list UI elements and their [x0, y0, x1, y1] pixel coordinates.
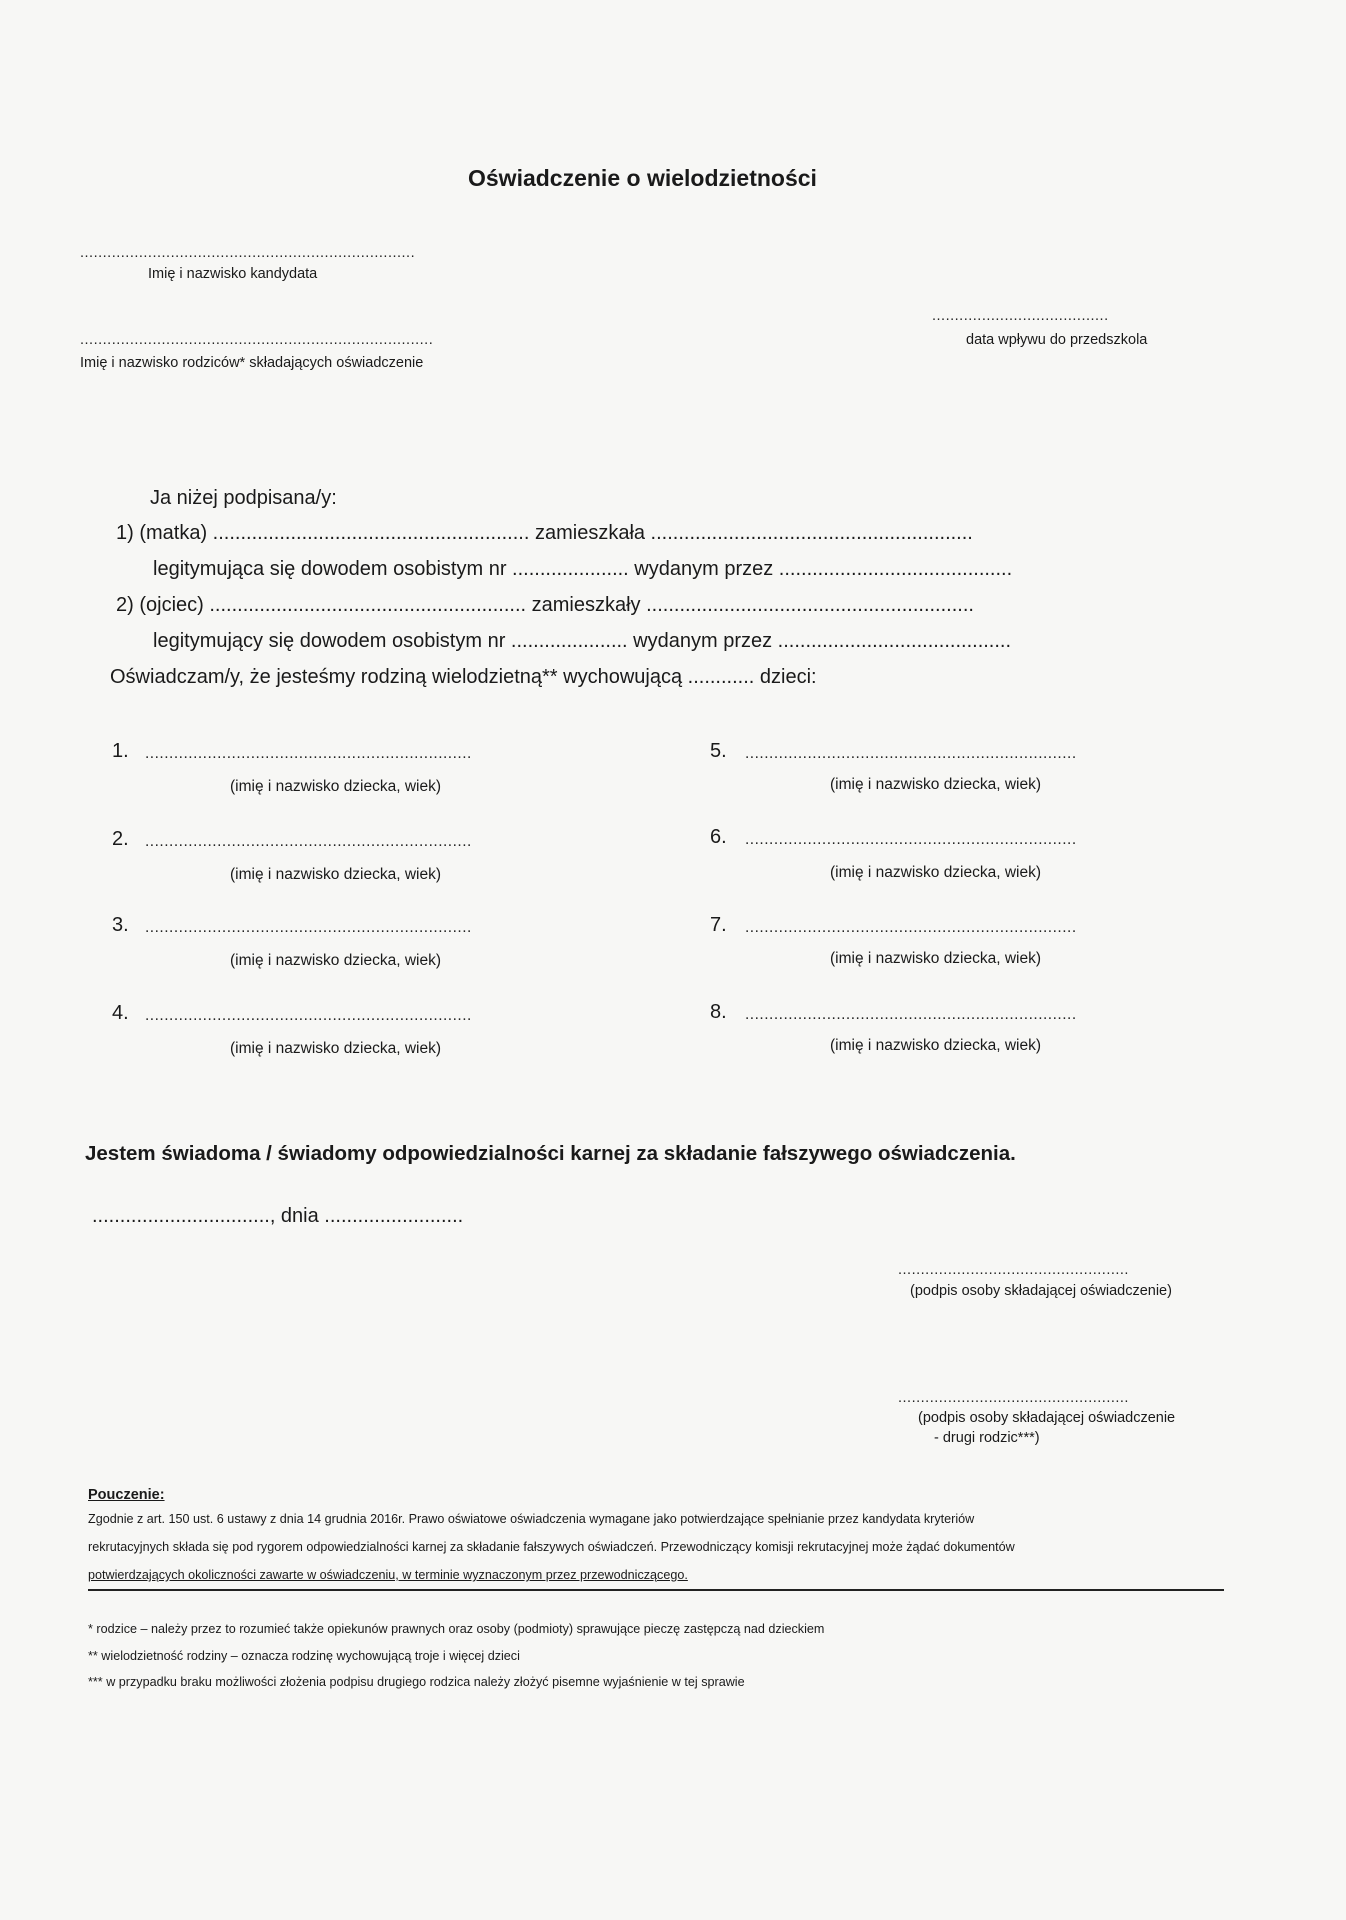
child-7-dots: ..................................................................... — [745, 919, 1077, 936]
child-number-6: 6. — [710, 826, 727, 848]
child-3-dots: .................................................................... — [145, 919, 472, 936]
date-received-dots: ....................................... — [932, 308, 1109, 324]
signature-1-label: (podpis osoby składającej oświadczenie) — [910, 1283, 1172, 1299]
declaration-father-id-line: legitymujący się dowodem osobistym nr ..................... wydanym przez .......................................... — [153, 630, 1012, 652]
child-8-dots: ..................................................................... — [745, 1006, 1077, 1023]
signature-2-label-line1: (podpis osoby składającej oświadczenie — [918, 1410, 1176, 1426]
signature-2-dots: ................................................... — [898, 1390, 1129, 1406]
child-number-5: 5. — [710, 740, 727, 762]
declaration-intro: Ja niżej podpisana/y: — [150, 487, 337, 509]
section-divider — [88, 1589, 1224, 1591]
child-5-caption: (imię i nazwisko dziecka, wiek) — [830, 776, 1042, 793]
child-number-2: 2. — [112, 828, 129, 850]
child-8-caption: (imię i nazwisko dziecka, wiek) — [830, 1037, 1042, 1054]
pouczenie-line-2: rekrutacyjnych składa się pod rygorem odpowiedzialności karnej za składanie fałszywych oświadczeń. Przewodniczący komisji rekrutacyjnej może żądać dokumentów — [88, 1540, 1015, 1554]
footnote-1: * rodzice – należy przez to rozumieć także opiekunów prawnych oraz osoby (podmioty) sprawujące pieczę zastępczą nad dzieckiem — [88, 1622, 825, 1636]
child-3-caption: (imię i nazwisko dziecka, wiek) — [230, 952, 442, 969]
declaration-father-line: 2) (ojciec) ......................................................... zamieszkały ........................................................... — [116, 594, 974, 616]
pouczenie-heading: Pouczenie: — [88, 1487, 165, 1503]
signature-1-dots: ................................................... — [898, 1262, 1129, 1278]
child-1-caption: (imię i nazwisko dziecka, wiek) — [230, 778, 442, 795]
child-number-8: 8. — [710, 1001, 727, 1023]
footnote-2: ** wielodzietność rodziny – oznacza rodzinę wychowującą troje i więcej dzieci — [88, 1649, 520, 1663]
child-4-caption: (imię i nazwisko dziecka, wiek) — [230, 1040, 442, 1057]
child-number-4: 4. — [112, 1002, 129, 1024]
liability-statement: Jestem świadoma / świadomy odpowiedzialności karnej za składanie fałszywego oświadczenia. — [85, 1142, 1016, 1165]
pouczenie-line-1: Zgodnie z art. 150 ust. 6 ustawy z dnia 14 grudnia 2016r. Prawo oświatowe oświadczenia wymagane jako potwierdzające spełnianie przez kandydata kryteriów — [88, 1512, 975, 1526]
signature-2-label-line2: - drugi rodzic***) — [934, 1430, 1040, 1446]
child-number-3: 3. — [112, 914, 129, 936]
child-7-caption: (imię i nazwisko dziecka, wiek) — [830, 950, 1042, 967]
parents-name-label: Imię i nazwisko rodziców* składających oświadczenie — [80, 355, 424, 371]
page-title: Oświadczenie o wielodzietności — [468, 165, 817, 191]
declaration-children-count-line: Oświadczam/y, że jesteśmy rodziną wielodzietną** wychowującą ............ dzieci: — [110, 666, 817, 688]
child-6-dots: ..................................................................... — [745, 831, 1077, 848]
candidate-name-dots: .......................................................................... — [80, 245, 416, 261]
footnote-3: *** w przypadku braku możliwości złożenia podpisu drugiego rodzica należy złożyć pisemne wyjaśnienie w tej sprawie — [88, 1675, 745, 1689]
declaration-mother-line: 1) (matka) ......................................................... zamieszkała .......................................................... — [116, 522, 973, 544]
child-2-caption: (imię i nazwisko dziecka, wiek) — [230, 866, 442, 883]
candidate-name-label: Imię i nazwisko kandydata — [148, 266, 318, 282]
child-2-dots: .................................................................... — [145, 833, 472, 850]
child-5-dots: ..................................................................... — [745, 745, 1077, 762]
date-received-label: data wpływu do przedszkola — [966, 332, 1148, 348]
child-number-1: 1. — [112, 740, 129, 762]
child-1-dots: .................................................................... — [145, 745, 472, 762]
declaration-mother-id-line: legitymująca się dowodem osobistym nr ..................... wydanym przez .......................................... — [153, 558, 1013, 580]
place-date-line: ................................, dnia ......................... — [92, 1205, 464, 1227]
parents-name-dots: .............................................................................. — [80, 332, 434, 348]
child-number-7: 7. — [710, 914, 727, 936]
pouczenie-line-3: potwierdzających okoliczności zawarte w oświadczeniu, w terminie wyznaczonym przez przewodniczącego. — [88, 1568, 688, 1582]
child-6-caption: (imię i nazwisko dziecka, wiek) — [830, 864, 1042, 881]
child-4-dots: .................................................................... — [145, 1007, 472, 1024]
